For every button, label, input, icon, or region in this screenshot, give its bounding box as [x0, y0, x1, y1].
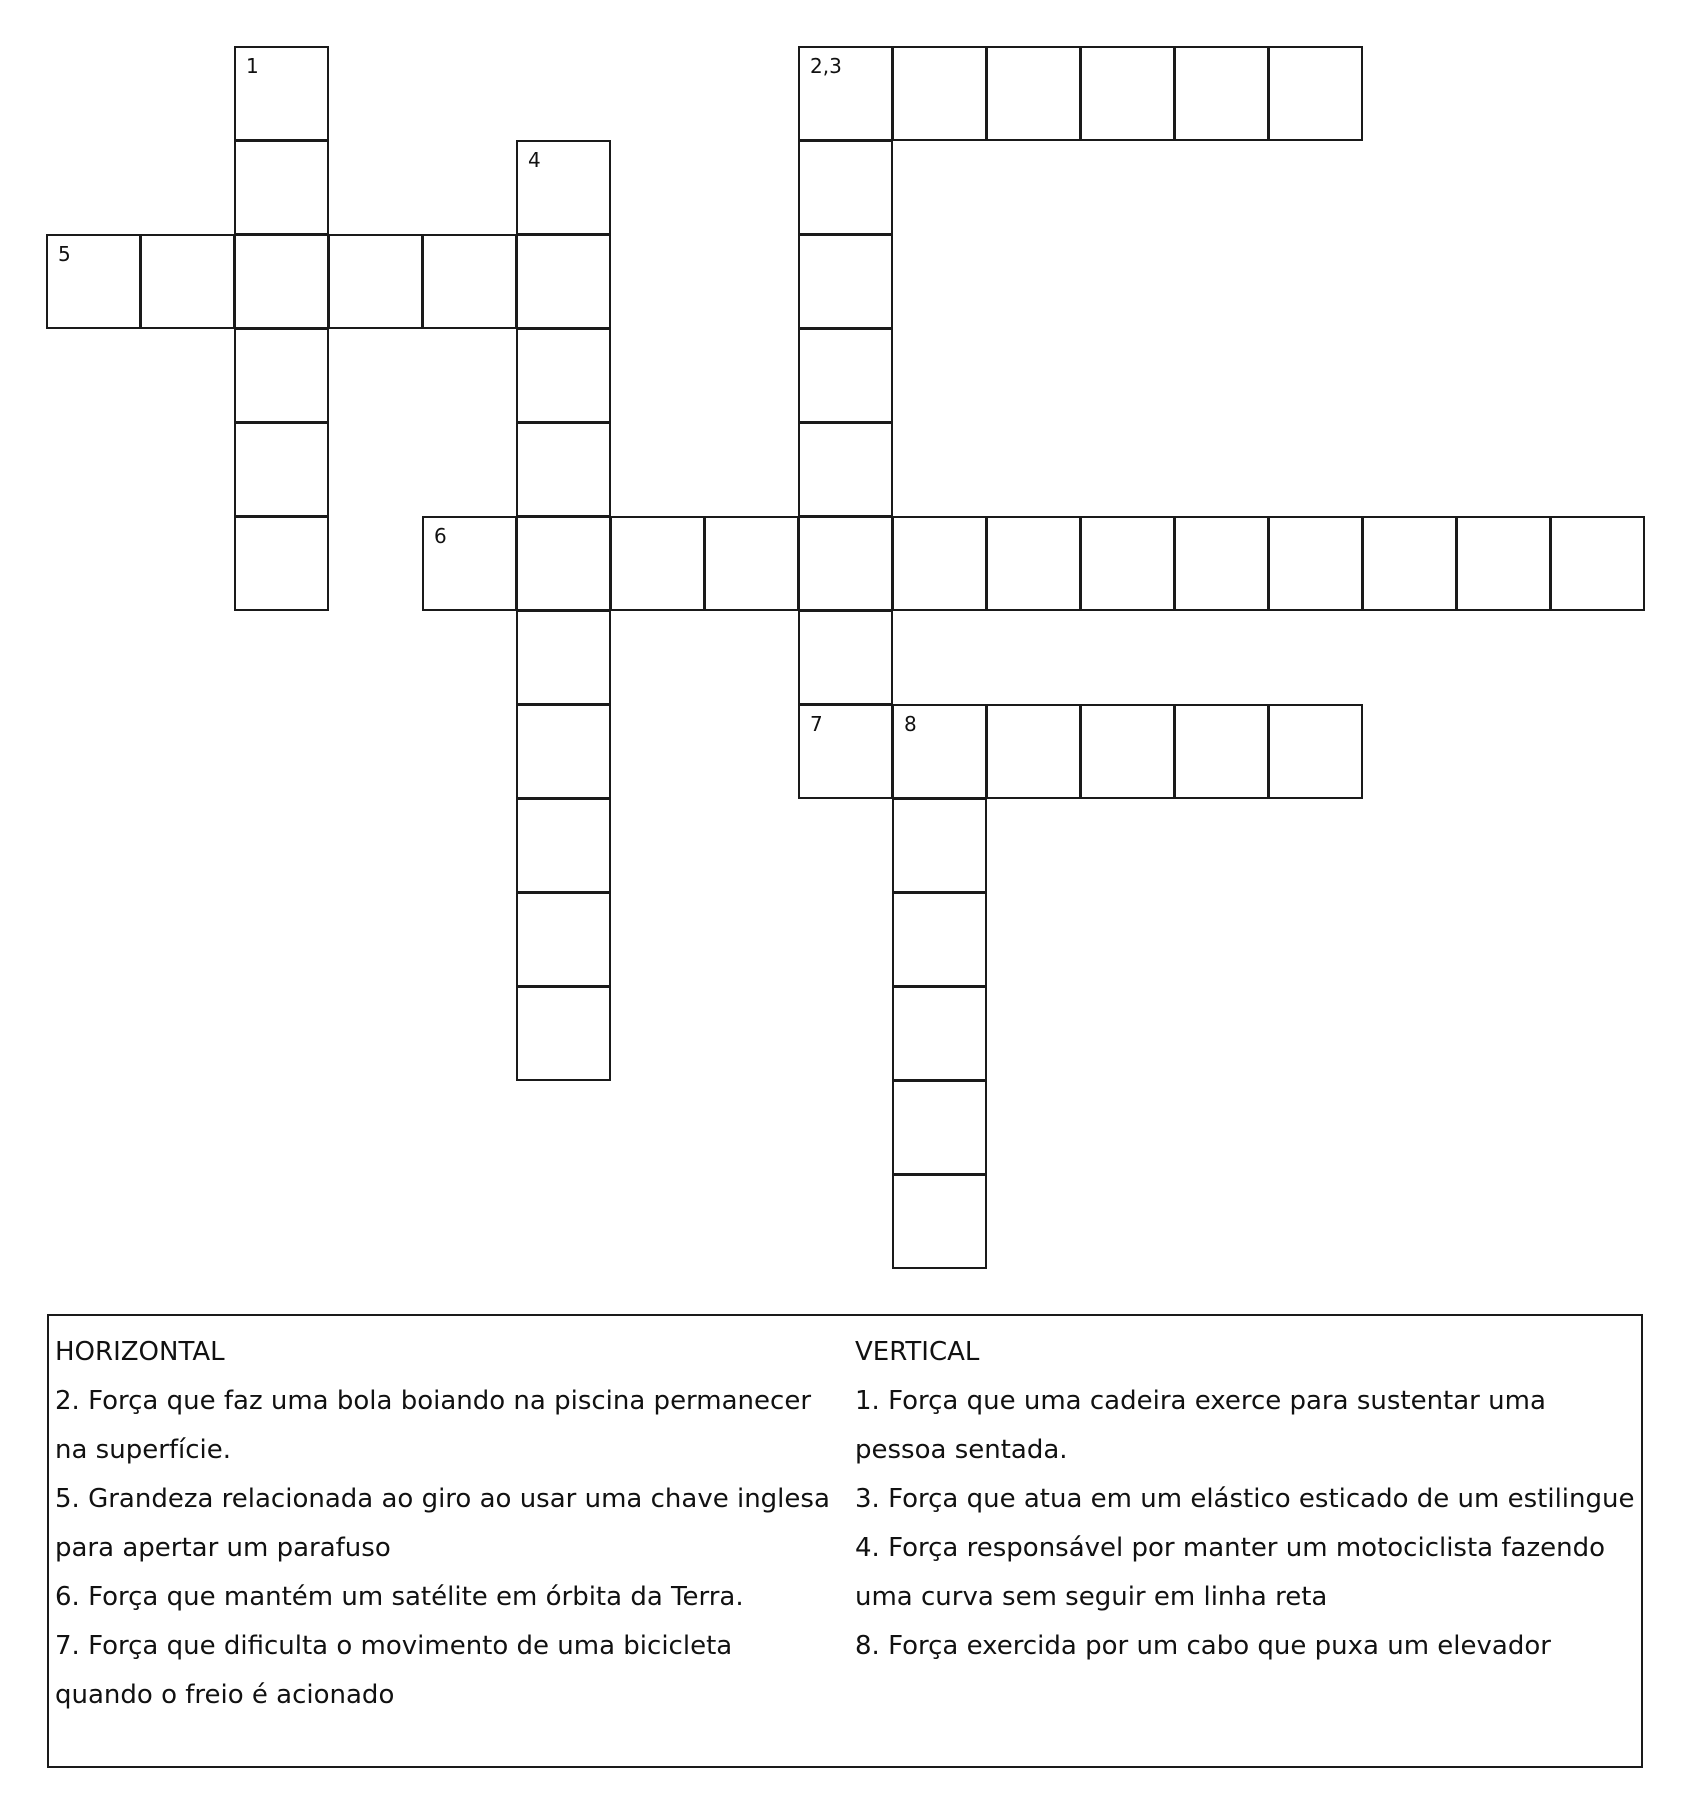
- crossword-cell[interactable]: [46, 234, 141, 329]
- crossword-cell[interactable]: [1268, 704, 1363, 799]
- crossword-cell[interactable]: [1362, 516, 1457, 611]
- clues-box: [47, 1314, 1643, 1768]
- crossword-cell[interactable]: [798, 234, 893, 329]
- horizontal-heading: HORIZONTAL: [55, 1337, 225, 1367]
- clue-number: 6: [434, 524, 447, 548]
- crossword-cell[interactable]: [1268, 46, 1363, 141]
- clue-horizontal-2: 2. Força que faz uma bola boiando na piscina permanecer na superfície.: [55, 1386, 812, 1465]
- vertical-clues: [855, 1328, 1645, 1671]
- crossword-cell[interactable]: [798, 46, 893, 141]
- crossword-cell[interactable]: [234, 516, 329, 611]
- crossword-cell[interactable]: [516, 234, 611, 329]
- crossword-cell[interactable]: [234, 46, 329, 141]
- crossword-cell[interactable]: [892, 798, 987, 893]
- clue-number: 5: [58, 242, 71, 266]
- clue-horizontal-5: 5. Grandeza relacionada ao giro ao usar uma chave inglesa para apertar um parafuso: [55, 1484, 830, 1563]
- crossword-cell[interactable]: [516, 516, 611, 611]
- crossword-cell[interactable]: [516, 140, 611, 235]
- crossword-cell[interactable]: [234, 328, 329, 423]
- crossword-cell[interactable]: [1456, 516, 1551, 611]
- crossword-cell[interactable]: [986, 704, 1081, 799]
- crossword-cell[interactable]: [516, 986, 611, 1081]
- crossword-cell[interactable]: [892, 892, 987, 987]
- clue-number: 8: [904, 712, 917, 736]
- crossword-cell[interactable]: [1550, 516, 1645, 611]
- vertical-heading: VERTICAL: [855, 1337, 980, 1367]
- crossword-cell[interactable]: [892, 704, 987, 799]
- crossword-cell[interactable]: [516, 422, 611, 517]
- crossword-cell[interactable]: [986, 46, 1081, 141]
- clue-number: 2,3: [810, 54, 842, 78]
- clue-number: 7: [810, 712, 823, 736]
- clue-vertical-3: 3. Força que atua em um elástico esticado de um estilingue: [855, 1484, 1635, 1514]
- crossword-cell[interactable]: [234, 140, 329, 235]
- crossword-cell[interactable]: [798, 140, 893, 235]
- crossword-cell[interactable]: [1174, 704, 1269, 799]
- crossword-cell[interactable]: [798, 610, 893, 705]
- crossword-cell[interactable]: [422, 234, 517, 329]
- crossword-cell[interactable]: [798, 704, 893, 799]
- crossword-cell[interactable]: [1174, 516, 1269, 611]
- crossword-cell[interactable]: [892, 986, 987, 1081]
- crossword-cell[interactable]: [1268, 516, 1363, 611]
- crossword-cell[interactable]: [516, 704, 611, 799]
- crossword-cell[interactable]: [516, 610, 611, 705]
- clue-vertical-1: 1. Força que uma cadeira exerce para sustentar uma pessoa sentada.: [855, 1386, 1546, 1465]
- crossword-cell[interactable]: [1080, 516, 1175, 611]
- crossword-cell[interactable]: [704, 516, 799, 611]
- clue-number: 1: [246, 54, 259, 78]
- crossword-cell[interactable]: [798, 516, 893, 611]
- clue-vertical-4: 4. Força responsável por manter um motociclista fazendo uma curva sem seguir em linha reta: [855, 1533, 1605, 1612]
- crossword-cell[interactable]: [892, 516, 987, 611]
- horizontal-clues: [55, 1328, 835, 1720]
- crossword-cell[interactable]: [328, 234, 423, 329]
- clue-vertical-8: 8. Força exercida por um cabo que puxa um elevador: [855, 1631, 1551, 1661]
- crossword-cell[interactable]: [516, 798, 611, 893]
- clue-horizontal-6: 6. Força que mantém um satélite em órbita da Terra.: [55, 1582, 744, 1612]
- crossword-cell[interactable]: [234, 234, 329, 329]
- clue-number: 4: [528, 148, 541, 172]
- crossword-cell[interactable]: [1080, 46, 1175, 141]
- crossword-cell[interactable]: [140, 234, 235, 329]
- crossword-cell[interactable]: [1174, 46, 1269, 141]
- crossword-cell[interactable]: [798, 328, 893, 423]
- crossword-cell[interactable]: [892, 46, 987, 141]
- crossword-cell[interactable]: [798, 422, 893, 517]
- crossword-cell[interactable]: [422, 516, 517, 611]
- crossword-cell[interactable]: [986, 516, 1081, 611]
- crossword-cell[interactable]: [892, 1174, 987, 1269]
- crossword-cell[interactable]: [516, 328, 611, 423]
- crossword-cell[interactable]: [1080, 704, 1175, 799]
- crossword-cell[interactable]: [610, 516, 705, 611]
- crossword-cell[interactable]: [516, 892, 611, 987]
- crossword-cell[interactable]: [892, 1080, 987, 1175]
- crossword-cell[interactable]: [234, 422, 329, 517]
- clue-horizontal-7: 7. Força que dificulta o movimento de uma bicicleta quando o freio é acionado: [55, 1631, 733, 1710]
